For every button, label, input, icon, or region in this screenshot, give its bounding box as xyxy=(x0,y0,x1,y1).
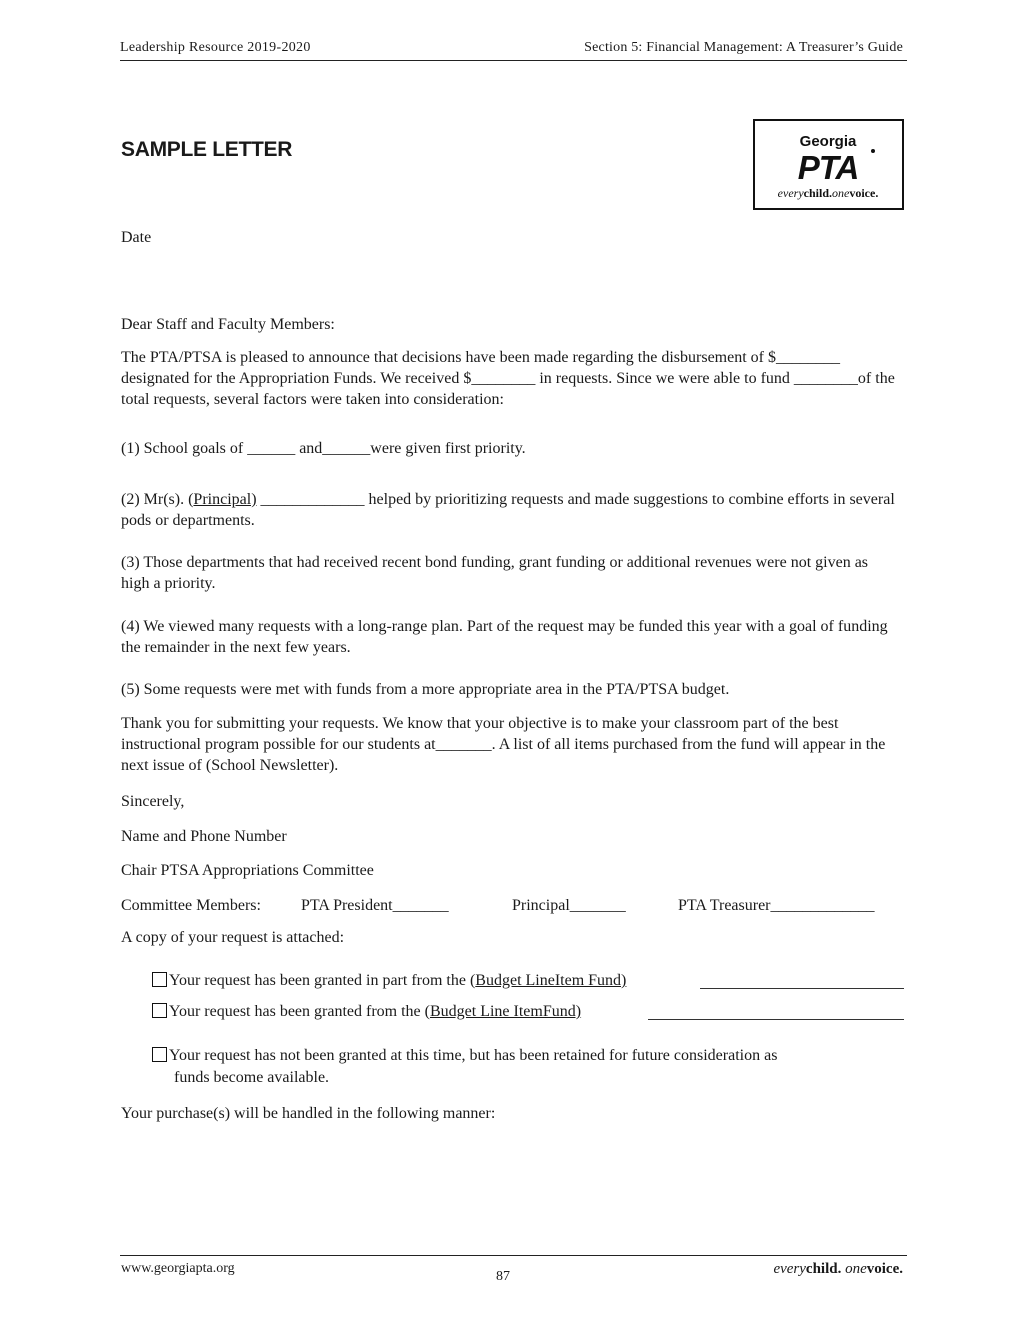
granted-in-part-checkbox[interactable] xyxy=(152,972,167,987)
item-2 xyxy=(121,489,896,531)
footer-rule xyxy=(120,1255,907,1256)
item-3: (3) Those departments that had received recent bond funding, grant funding or additional revenues were not given as high a priority. xyxy=(121,554,869,592)
option-2-text: Your request has been granted from the ( xyxy=(169,1003,430,1020)
logo-tag-child: child. xyxy=(803,186,832,200)
letter-date: Date xyxy=(121,229,152,246)
pta-logo-icon xyxy=(755,121,902,208)
option-2-blank-line xyxy=(648,1019,904,1020)
purchase-note: Your purchase(s) will be handled in the following manner: xyxy=(121,1105,496,1122)
logo-tag-one: one xyxy=(832,186,850,200)
footer-tag-voice: voice. xyxy=(866,1261,903,1277)
committee-label: Committee Members: xyxy=(121,897,261,914)
logo-tag-every: every xyxy=(777,186,804,200)
thanks-paragraph: Thank you for submitting your requests. We know that your objective is to make your classroom part of the best instructional program possible for our students at_______. A list of all items purchased from the fund will appear in the next issue of (School Newsletter). xyxy=(121,715,886,774)
footer-tag-one: one xyxy=(841,1261,867,1277)
committee-principal: Principal_______ xyxy=(512,897,626,914)
item-1: (1) School goals of ______ and______were given first priority. xyxy=(121,440,526,457)
georgia-pta-logo xyxy=(753,119,904,210)
closing: Sincerely, xyxy=(121,793,185,810)
option-3-continued: funds become available. xyxy=(174,1069,330,1086)
item-2-prefix: (2) Mr(s). ( xyxy=(121,491,194,508)
letter-title: SAMPLE LETTER xyxy=(121,138,293,161)
name-phone: Name and Phone Number xyxy=(121,828,287,845)
item-4: (4) We viewed many requests with a long-range plan. Part of the request may be funded this year with a goal of funding the remainder in the next few years. xyxy=(121,618,888,656)
logo-tagline xyxy=(778,186,879,200)
option-not-granted xyxy=(152,1045,777,1066)
footer-tag-child: child. xyxy=(805,1261,842,1277)
header-right: Section 5: Financial Management: A Treasurer’s Guide xyxy=(584,40,903,55)
option-3-text: Your request has not been granted at this time, but has been retained for future consideration as xyxy=(169,1047,778,1064)
item-5: (5) Some requests were met with funds from a more appropriate area in the PTA/PTSA budget. xyxy=(121,681,730,698)
option-2-budget: Budget Line ItemFund) xyxy=(429,1003,582,1020)
page-header xyxy=(120,40,907,61)
option-granted xyxy=(152,1001,581,1022)
attached-note: A copy of your request is attached: xyxy=(121,929,345,946)
logo-line1: Georgia xyxy=(799,133,857,150)
chair-title: Chair PTSA Appropriations Committee xyxy=(121,862,374,879)
footer-tagline xyxy=(773,1261,903,1278)
option-granted-in-part xyxy=(152,970,626,991)
not-granted-checkbox[interactable] xyxy=(152,1047,167,1062)
item-2-suffix: _____________ helped by prioritizing requests and made suggestions to combine efforts in several pods or departments. xyxy=(121,491,895,529)
committee-president: PTA President_______ xyxy=(301,897,449,914)
option-1-budget: Budget LineItem Fund) xyxy=(475,972,627,989)
logo-line2: PTA xyxy=(797,149,859,186)
header-left: Leadership Resource 2019-2020 xyxy=(120,40,311,55)
granted-checkbox[interactable] xyxy=(152,1003,167,1018)
committee-treasurer: PTA Treasurer_____________ xyxy=(678,897,875,914)
intro-paragraph: The PTA/PTSA is pleased to announce that decisions have been made regarding the disbursement of $________ designated for the Appropriation Funds. We received $________ in requests. Since we were able to fund ________of the total requests, several factors were taken into consideration: xyxy=(121,349,895,408)
footer-tag-every: every xyxy=(773,1261,806,1277)
option-1-blank-line xyxy=(700,988,904,989)
item-2-principal: Principal) xyxy=(193,491,257,508)
logo-tag-voice: voice. xyxy=(849,186,879,200)
footer-website: www.georgiapta.org xyxy=(121,1261,235,1276)
salutation: Dear Staff and Faculty Members: xyxy=(121,316,335,333)
page-number: 87 xyxy=(496,1269,510,1284)
option-1-text: Your request has been granted in part from the ( xyxy=(169,972,476,989)
